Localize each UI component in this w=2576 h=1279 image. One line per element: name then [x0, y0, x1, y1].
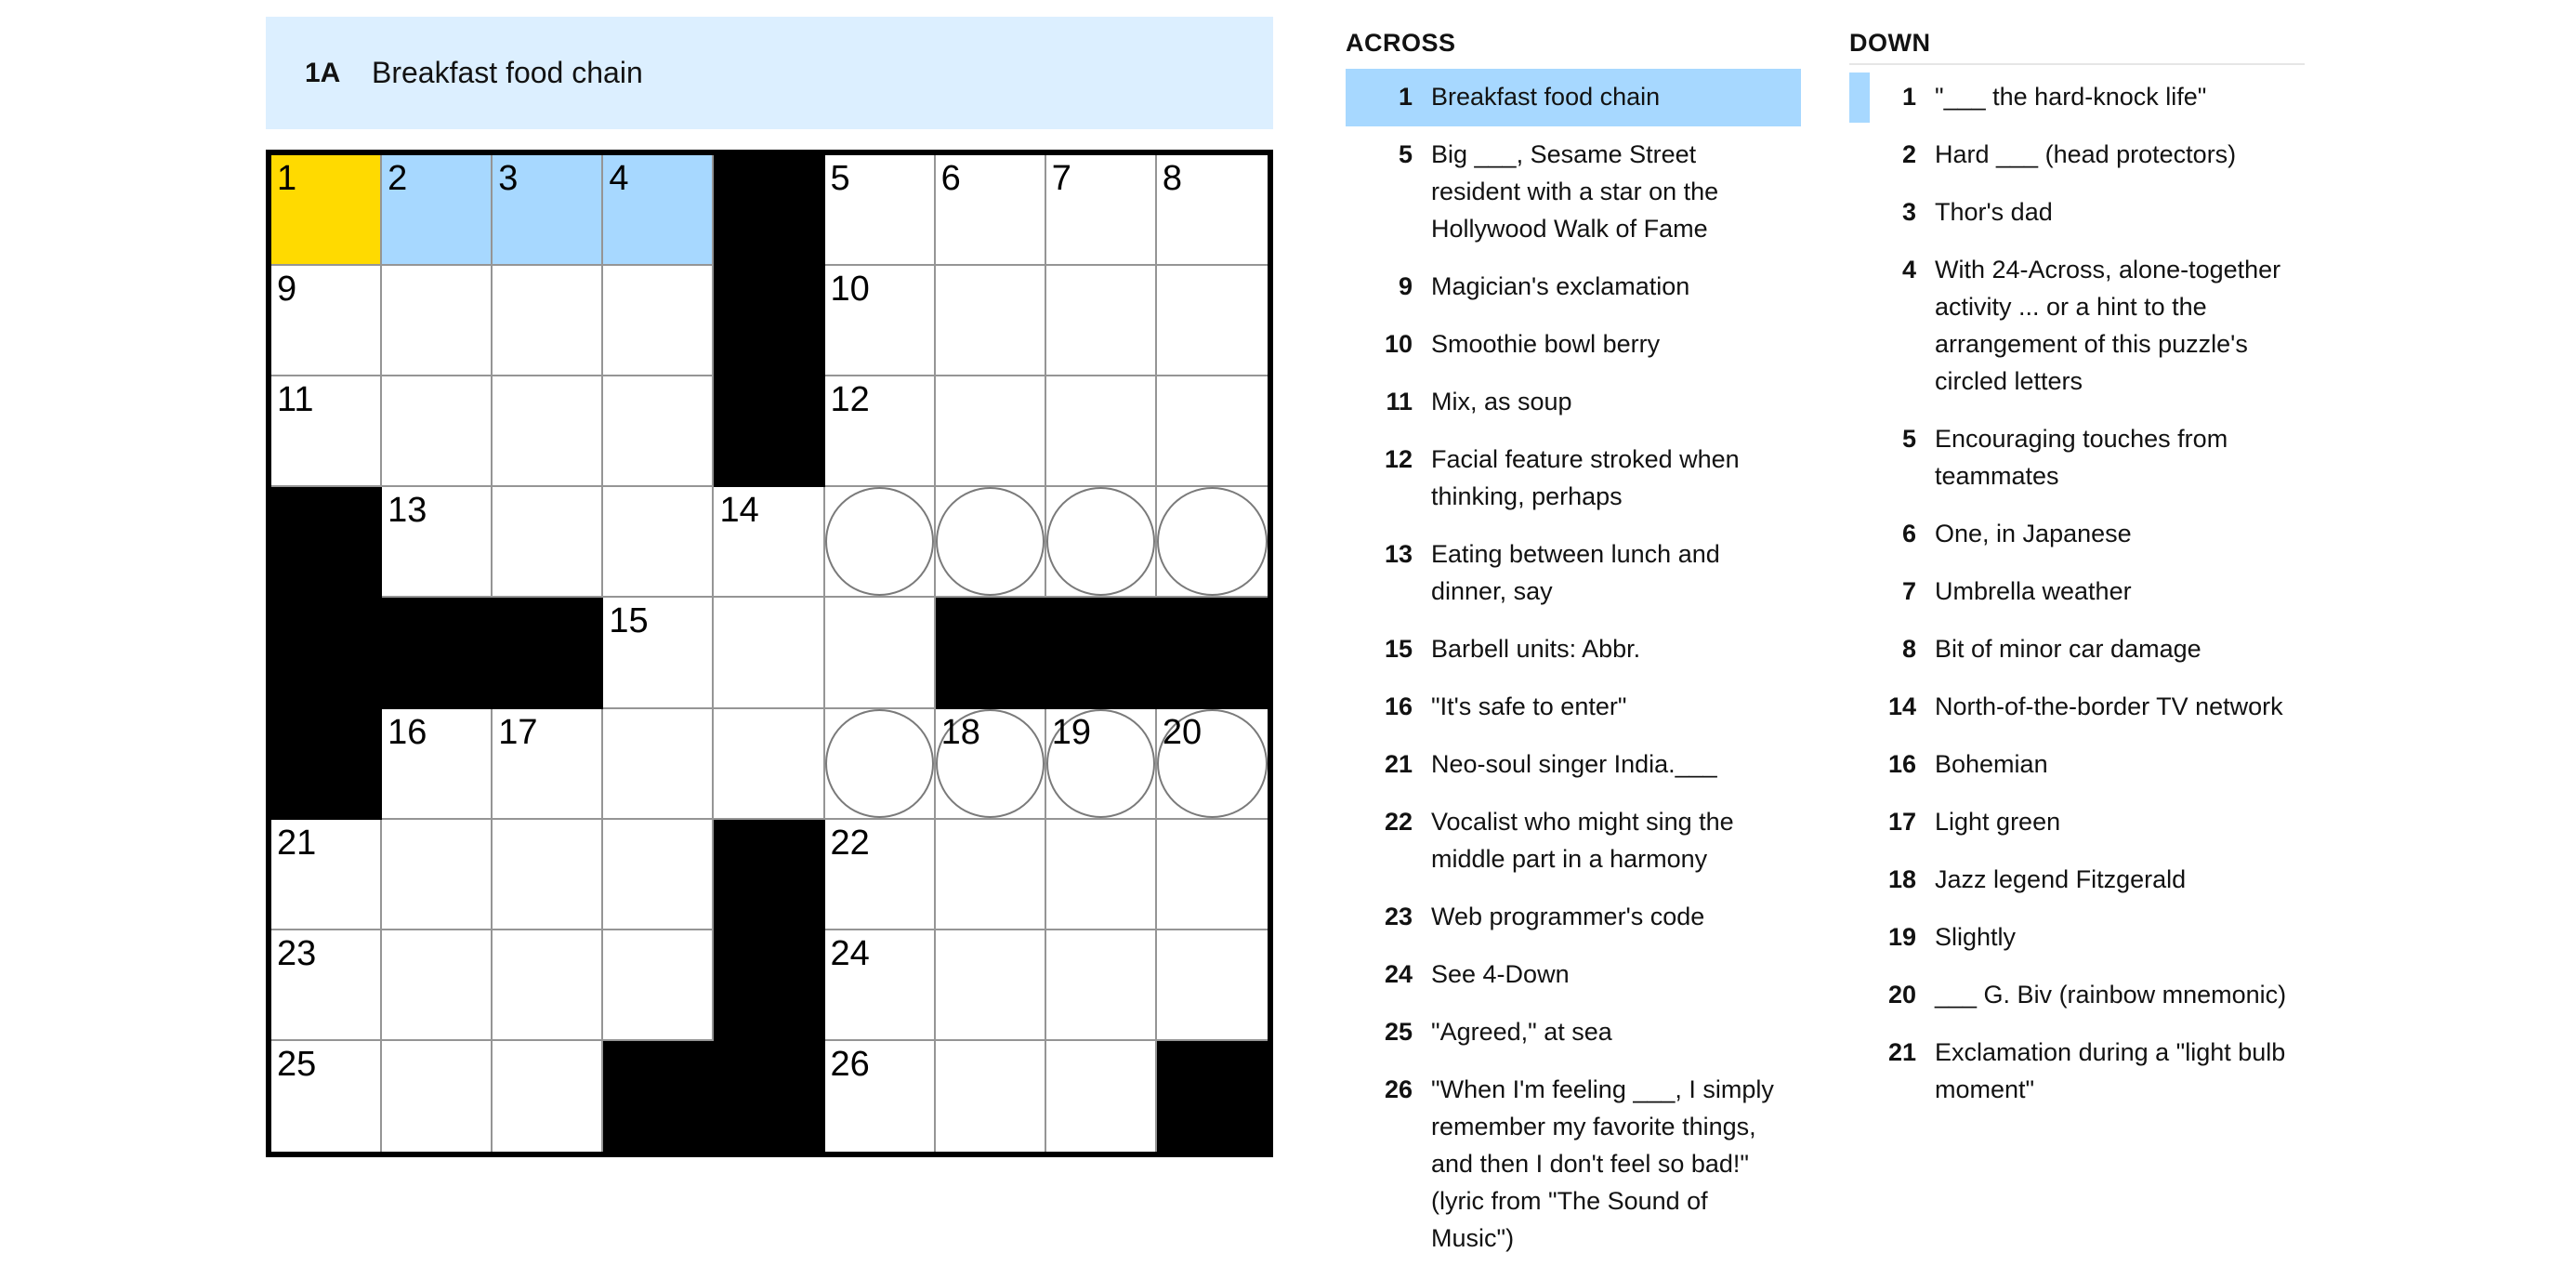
- grid-cell[interactable]: [825, 598, 936, 708]
- grid-cell[interactable]: [382, 930, 493, 1041]
- clue-text: One, in Japanese: [1935, 520, 2132, 547]
- clue-text: Eating between lunch and dinner, say: [1431, 540, 1720, 605]
- down-clue-item[interactable]: [1849, 736, 2305, 794]
- grid-cell[interactable]: [271, 930, 382, 1041]
- grid-cell[interactable]: [936, 930, 1046, 1041]
- cell-number: 4: [609, 159, 629, 198]
- clue-text: "Agreed," at sea: [1431, 1018, 1612, 1046]
- clue-number: 3: [1901, 198, 1916, 226]
- cell-number: 18: [940, 712, 980, 752]
- clue-text: Slightly: [1935, 923, 2017, 951]
- clue-number: 8: [1901, 635, 1916, 663]
- down-clue-item[interactable]: [1849, 909, 2305, 967]
- grid-cell[interactable]: [936, 376, 1046, 487]
- clue-text: "___ the hard-knock life": [1935, 83, 2207, 111]
- clue-number: 21: [1384, 750, 1413, 778]
- clue-text: With 24-Across, alone-together activity ... or a hint to the arrangement of this puzzle's circled letters: [1935, 256, 2281, 395]
- clue-text: Thor's dad: [1935, 198, 2053, 226]
- crossword-grid[interactable]: [266, 150, 1273, 1157]
- cell-number: 10: [830, 270, 870, 310]
- black-square: [714, 930, 824, 1041]
- grid-cell[interactable]: [603, 266, 714, 376]
- clue-number: 5: [1398, 140, 1413, 168]
- cell-number: 6: [940, 159, 961, 198]
- grid-cell[interactable]: [382, 266, 493, 376]
- grid-cell[interactable]: [825, 1041, 936, 1152]
- grid-cell[interactable]: [714, 487, 824, 598]
- clue-number: 22: [1384, 808, 1413, 836]
- cell-number: 16: [388, 712, 427, 752]
- clue-number: 21: [1887, 1038, 1916, 1066]
- cell-number: 24: [830, 933, 870, 973]
- across-clue-item[interactable]: [1346, 794, 1801, 889]
- grid-cell[interactable]: [1157, 376, 1268, 487]
- across-clue-item[interactable]: [1346, 1004, 1801, 1061]
- down-clue-item[interactable]: [1849, 621, 2305, 679]
- grid-cell[interactable]: [271, 1041, 382, 1152]
- grid-cell[interactable]: [382, 376, 493, 487]
- cell-circle: [1046, 487, 1155, 596]
- grid-cell[interactable]: [825, 930, 936, 1041]
- grid-cell[interactable]: [382, 709, 493, 820]
- clue-text: ___ G. Biv (rainbow mnemonic): [1935, 981, 2287, 1009]
- grid-cell[interactable]: [1157, 930, 1268, 1041]
- across-clue-item[interactable]: [1346, 69, 1801, 126]
- clue-text: Jazz legend Fitzgerald: [1935, 865, 2187, 893]
- clue-number: 23: [1384, 903, 1413, 930]
- down-clue-item[interactable]: [1849, 242, 2305, 411]
- grid-cell[interactable]: [936, 487, 1046, 598]
- down-clue-item[interactable]: [1849, 679, 2305, 736]
- cell-number: 25: [277, 1044, 317, 1084]
- clue-text: Breakfast food chain: [1431, 83, 1661, 111]
- grid-cell[interactable]: [825, 155, 936, 266]
- grid-cell[interactable]: [1157, 820, 1268, 930]
- grid-cell[interactable]: [936, 266, 1046, 376]
- grid-cell[interactable]: [493, 155, 603, 266]
- clue-text: Light green: [1935, 808, 2061, 836]
- grid-cell[interactable]: [1157, 266, 1268, 376]
- clue-number: 14: [1887, 692, 1916, 720]
- down-clue-item[interactable]: [1849, 563, 2305, 621]
- clue-number: 16: [1384, 692, 1413, 720]
- across-clue-item[interactable]: [1346, 946, 1801, 1004]
- across-clue-item[interactable]: [1346, 316, 1801, 374]
- clue-number: 19: [1887, 923, 1916, 951]
- grid-cell[interactable]: [493, 820, 603, 930]
- cell-number: 22: [830, 823, 870, 863]
- grid-cell[interactable]: [1046, 820, 1157, 930]
- down-clue-item[interactable]: [1849, 967, 2305, 1024]
- grid-cell[interactable]: [603, 487, 714, 598]
- across-clue-item[interactable]: [1346, 431, 1801, 526]
- grid-cell[interactable]: [382, 487, 493, 598]
- across-clue-item[interactable]: [1346, 126, 1801, 258]
- current-clue-number: 1A: [305, 57, 341, 88]
- grid-cell[interactable]: [1046, 487, 1157, 598]
- clue-text: Exclamation during a "light bulb moment": [1935, 1038, 2286, 1103]
- down-clue-item[interactable]: [1849, 69, 2305, 126]
- grid-cell[interactable]: [1157, 155, 1268, 266]
- grid-cell[interactable]: [603, 930, 714, 1041]
- current-clue-text: Breakfast food chain: [372, 56, 643, 89]
- cell-number: 12: [830, 380, 870, 420]
- clue-number: 5: [1901, 425, 1916, 453]
- clue-number: 12: [1384, 445, 1413, 473]
- across-clue-item[interactable]: [1346, 1061, 1801, 1268]
- grid-cell[interactable]: [1046, 709, 1157, 820]
- grid-cell[interactable]: [936, 155, 1046, 266]
- across-clue-item[interactable]: [1346, 736, 1801, 794]
- clue-number: 15: [1384, 635, 1413, 663]
- grid-cell[interactable]: [1046, 930, 1157, 1041]
- grid-cell[interactable]: [493, 487, 603, 598]
- black-square: [1157, 1041, 1268, 1152]
- black-square: [382, 598, 493, 708]
- cell-number: 15: [609, 601, 649, 641]
- across-clue-item[interactable]: [1346, 679, 1801, 736]
- cell-circle: [825, 709, 934, 818]
- grid-cell[interactable]: [825, 376, 936, 487]
- grid-cell[interactable]: [1046, 376, 1157, 487]
- cell-number: 14: [719, 491, 759, 531]
- black-square: [936, 598, 1046, 708]
- grid-cell[interactable]: [1046, 155, 1157, 266]
- grid-cell[interactable]: [603, 709, 714, 820]
- grid-cell[interactable]: [825, 487, 936, 598]
- clue-text: Neo-soul singer India.___: [1431, 750, 1717, 778]
- down-clue-item[interactable]: [1849, 126, 2305, 184]
- cell-number: 23: [277, 933, 317, 973]
- clue-text: Bohemian: [1935, 750, 2048, 778]
- across-clue-item[interactable]: [1346, 526, 1801, 621]
- cell-number: 13: [388, 491, 427, 531]
- clue-number: 16: [1887, 750, 1916, 778]
- down-clue-item[interactable]: [1849, 184, 2305, 242]
- clue-number: 1: [1398, 83, 1413, 111]
- down-clue-list: [1849, 24, 2305, 1119]
- grid-cell[interactable]: [271, 266, 382, 376]
- cell-circle: [936, 487, 1045, 596]
- grid-cell[interactable]: [936, 820, 1046, 930]
- black-square: [271, 487, 382, 598]
- grid-cell[interactable]: [603, 598, 714, 708]
- black-square: [271, 598, 382, 708]
- down-title: DOWN: [1849, 24, 2305, 65]
- clue-text: Barbell units: Abbr.: [1431, 635, 1641, 663]
- grid-cell[interactable]: [382, 820, 493, 930]
- clue-number: 2: [1901, 140, 1916, 168]
- cell-number: 3: [498, 159, 519, 198]
- cell-number: 5: [830, 159, 850, 198]
- cell-circle: [825, 487, 934, 596]
- grid-cell[interactable]: [936, 1041, 1046, 1152]
- black-square: [714, 376, 824, 487]
- grid-cell[interactable]: [493, 376, 603, 487]
- across-title: ACROSS: [1346, 29, 1456, 57]
- clue-number: 1: [1901, 83, 1916, 111]
- grid-cell[interactable]: [825, 266, 936, 376]
- grid-cell[interactable]: [936, 709, 1046, 820]
- black-square: [714, 155, 824, 266]
- clue-number: 9: [1398, 272, 1413, 300]
- black-square: [493, 598, 603, 708]
- grid-cell[interactable]: [1046, 1041, 1157, 1152]
- grid-cell[interactable]: [714, 598, 824, 708]
- black-square: [714, 1041, 824, 1152]
- clue-text: "It's safe to enter": [1431, 692, 1627, 720]
- black-square: [1046, 598, 1157, 708]
- cell-number: 8: [1162, 159, 1183, 198]
- clue-text: Facial feature stroked when thinking, perhaps: [1431, 445, 1740, 510]
- down-clue-item[interactable]: [1849, 794, 2305, 851]
- cell-number: 26: [830, 1044, 870, 1084]
- grid-cell[interactable]: [493, 1041, 603, 1152]
- clue-text: Vocalist who might sing the middle part in a harmony: [1431, 808, 1734, 873]
- current-clue-bar[interactable]: [266, 17, 1273, 129]
- grid-cell[interactable]: [382, 155, 493, 266]
- clue-number: 24: [1384, 960, 1413, 988]
- grid-cell[interactable]: [1157, 709, 1268, 820]
- clue-text: Big ___, Sesame Street resident with a star on the Hollywood Walk of Fame: [1431, 140, 1719, 243]
- clue-text: "When I'm feeling ___, I simply remember my favorite things, and then I don't feel so bad!" (lyric from "The Sound of Music"): [1431, 1075, 1774, 1252]
- cell-number: 17: [498, 712, 538, 752]
- clue-text: Web programmer's code: [1431, 903, 1705, 930]
- cell-number: 11: [277, 380, 314, 420]
- cell-number: 21: [277, 823, 317, 863]
- grid-cell[interactable]: [1157, 487, 1268, 598]
- grid-cell[interactable]: [493, 266, 603, 376]
- grid-cell[interactable]: [825, 820, 936, 930]
- black-square: [714, 266, 824, 376]
- clue-text: Magician's exclamation: [1431, 272, 1690, 300]
- clue-text: Umbrella weather: [1935, 577, 2132, 605]
- cell-number: 9: [277, 270, 297, 310]
- grid-cell[interactable]: [603, 376, 714, 487]
- clue-number: 20: [1887, 981, 1916, 1009]
- black-square: [714, 820, 824, 930]
- grid-cell[interactable]: [714, 709, 824, 820]
- black-square: [603, 1041, 714, 1152]
- grid-cell[interactable]: [493, 930, 603, 1041]
- clue-number: 13: [1384, 540, 1413, 568]
- grid-cell[interactable]: [493, 709, 603, 820]
- clue-text: See 4-Down: [1431, 960, 1570, 988]
- cell-number: 1: [277, 159, 297, 198]
- grid-cell[interactable]: [271, 376, 382, 487]
- across-clue-item[interactable]: [1346, 889, 1801, 946]
- grid-cell[interactable]: [1046, 266, 1157, 376]
- down-clue-item[interactable]: [1849, 851, 2305, 909]
- clue-text: Smoothie bowl berry: [1431, 330, 1661, 358]
- grid-cell[interactable]: [603, 820, 714, 930]
- clue-number: 17: [1887, 808, 1916, 836]
- clue-text: Bit of minor car damage: [1935, 635, 2201, 663]
- cell-number: 7: [1051, 159, 1071, 198]
- black-square: [271, 709, 382, 820]
- grid-cell[interactable]: [271, 820, 382, 930]
- clue-number: 11: [1386, 388, 1413, 415]
- clue-text: Hard ___ (head protectors): [1935, 140, 2237, 168]
- across-clue-item[interactable]: [1346, 621, 1801, 679]
- down-clue-item[interactable]: [1849, 411, 2305, 506]
- clue-number: 4: [1901, 256, 1916, 283]
- clue-number: 7: [1901, 577, 1916, 605]
- grid-cell[interactable]: [271, 155, 382, 266]
- clue-text: North-of-the-border TV network: [1935, 692, 2283, 720]
- across-clue-item[interactable]: [1346, 258, 1801, 316]
- clue-number: 10: [1384, 330, 1413, 358]
- clue-number: 26: [1384, 1075, 1413, 1103]
- clue-number: 25: [1384, 1018, 1413, 1046]
- across-clue-list: [1346, 24, 1801, 1252]
- clue-text: Mix, as soup: [1431, 388, 1572, 415]
- clue-number: 18: [1887, 865, 1916, 893]
- cell-number: 20: [1162, 712, 1203, 752]
- clue-number: 6: [1901, 520, 1916, 547]
- grid-cell[interactable]: [382, 1041, 493, 1152]
- across-clue-item[interactable]: [1346, 374, 1801, 431]
- down-clue-item[interactable]: [1849, 506, 2305, 563]
- down-clue-item[interactable]: [1849, 1024, 2305, 1119]
- cell-circle: [1157, 487, 1268, 596]
- clue-text: Encouraging touches from teammates: [1935, 425, 2228, 490]
- black-square: [1157, 598, 1268, 708]
- grid-cell[interactable]: [603, 155, 714, 266]
- grid-cell[interactable]: [825, 709, 936, 820]
- cell-number: 2: [388, 159, 408, 198]
- cell-number: 19: [1051, 712, 1092, 752]
